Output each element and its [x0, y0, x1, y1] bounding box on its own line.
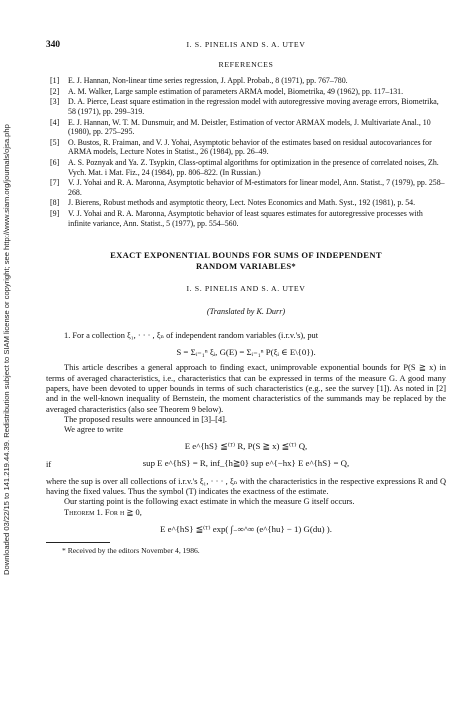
reference-number: [6] [50, 158, 60, 168]
reference-text: A. S. Poznyak and Ya. Z. Tsypkin, Class-optimal algorithms for optimization in the presence of correlated noises, Zh. Vych. Mat. i Mat. Fiz., 24 (1984), pp. 806–822. (In Russian.) [68, 158, 439, 177]
body-paragraph: We agree to write [64, 425, 124, 435]
reference-number: [4] [50, 117, 60, 127]
reference-text: D. A. Pierce, Least square estimation in the regression model with autoregressive moving average errors, Biometrika, 58 (1971), pp. 299–319. [68, 97, 439, 117]
reference-text: V. J. Yohai and R. A. Maronna, Asymptotic behavior of M-estimators for linear model, Ann. Statist., 7 (1979), pp. 258–268. [68, 178, 445, 197]
article-title [46, 250, 446, 272]
equation-condition-label: if [46, 459, 52, 469]
equation-sum-definition: S = Σᵢ₌₁ⁿ ξᵢ, G(E) = Σᵢ₌₁ⁿ P(ξᵢ ∈ E\{0}). [176, 347, 316, 358]
references-heading: REFERENCES [218, 60, 274, 69]
theorem-statement: Theorem 1. For h ≧ 0, [64, 507, 142, 517]
reference-item [46, 158, 446, 177]
article-title-line: EXACT EXPONENTIAL BOUNDS FOR SUMS OF INDEPENDENT [110, 250, 382, 261]
reference-text: V. J. Yohai and R. A. Maronna, Asymptotic behavior of least squares estimates for autoregressive processes with infinite variance, Ann. Statist., 5 (1977), pp. 554–560. [68, 209, 423, 228]
reference-item [46, 97, 446, 116]
body-paragraph: 1. For a collection ξ₁, · · · , ξₙ of independent random variables (i.r.v.'s), put [64, 330, 319, 340]
body-paragraph: This article describes a general approach to finding exact, unimprovable exponential bounds for P(S ≧ x) in terms of averaged characteristics, i.e., characteristics that can be expressed in terms of the measure G. A good many papers, have been devoted to upper bounds in terms of such characteristics (e.g., see the survey [1]). As noted in [2] and in the well-known inequality of Bernstein, the moment characteristics of the summands may be replaced by the averaged characteristics (also see Theorem 9 below). [46, 363, 446, 414]
reference-item [46, 76, 446, 86]
reference-number: [9] [50, 209, 60, 219]
reference-number: [5] [50, 137, 60, 147]
reference-text: A. M. Walker, Large sample estimation of parameters ARMA model, Biometrika, 49 (1962), pp. 117–131. [68, 86, 404, 96]
reference-item [46, 178, 446, 197]
reference-item [46, 198, 446, 208]
body-paragraph: where the sup is over all collections of i.r.v.'s ξ₁, · · · , ξₙ with the characteristics in the respective expressions R and Q having the fixed values. Thus the symbol (T) indicates the exactness of the estimate. [46, 476, 446, 497]
reference-text: O. Bustos, R. Fraiman, and V. J. Yohai, Asymptotic behavior of the estimates based on residual autocovariances for ARMA models, Lecture Notes in Statist., 26 (1984), pp. 26–49. [68, 137, 432, 157]
body-paragraph: The proposed results were announced in [3]–[4]. [64, 414, 228, 424]
reference-number: [2] [50, 86, 60, 96]
equation-theorem-bound: E e^{hS} ≦⁽ᵀ⁾ exp( ∫₋∞^∞ (e^{hu} − 1) G(du) ). [160, 523, 332, 534]
reference-number: [3] [50, 97, 60, 107]
running-header [46, 40, 446, 52]
footnote: * Received by the editors November 4, 1986. [62, 546, 200, 556]
reference-item [46, 138, 446, 157]
equation-row [46, 458, 446, 472]
running-title: I. S. PINELIS AND S. A. UTEV [186, 40, 306, 49]
equation-sup-inf: sup E e^{hS} = R, inf_{h≧0} sup e^{−hx} E e^{hS} = Q, [142, 457, 350, 468]
reference-number: [8] [50, 198, 60, 208]
page-number: 340 [46, 40, 61, 50]
reference-item [46, 87, 446, 97]
reference-number: [1] [50, 76, 60, 86]
reference-item [46, 209, 446, 228]
footnote-rule [46, 542, 110, 543]
reference-text: J. Bierens, Robust methods and asymptotic theory, Lect. Notes Economics and Math. Syst., 192 (1981), p. 54. [68, 198, 416, 208]
equation-exact-notation: E e^{hS} ≦⁽ᵀ⁾ R, P(S ≧ x) ≦⁽ᵀ⁾ Q, [184, 441, 308, 452]
reference-item [46, 118, 446, 137]
download-notice: Downloaded 03/22/15 to 141.219.44.39. Redistribution subject to SIAM license or copyright; see http://www.siam.org/journals/ojsa.php [2, 124, 11, 576]
reference-number: [7] [50, 178, 60, 188]
journal-page [46, 40, 446, 557]
article-title-line: RANDOM VARIABLES* [195, 261, 297, 272]
body-paragraph: Our starting point is the following exact estimate in which the measure G itself occurs. [64, 497, 355, 507]
reference-text: E. J. Hannan, W. T. M. Dunsmuir, and M. Deistler, Estimation of vector ARMAX models, J. Multivariate Anal., 10 (1980), pp. 275–295. [68, 117, 431, 137]
translator-note: (Translated by K. Durr) [206, 306, 286, 316]
article-authors: I. S. PINELIS AND S. A. UTEV [186, 284, 306, 294]
reference-text: E. J. Hannan, Non-linear time series regression, J. Appl. Probab., 8 (1971), pp. 767–780. [68, 76, 348, 86]
